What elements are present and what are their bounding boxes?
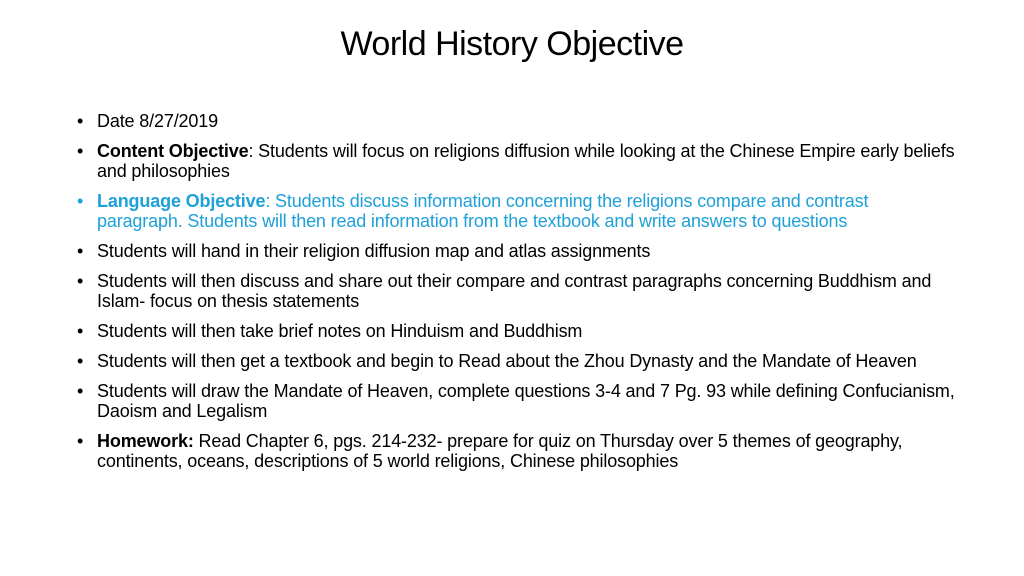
bullet-date bbox=[75, 111, 955, 131]
bullet-label: Language Objective bbox=[97, 191, 266, 211]
bullet-text: : Students will focus on religions diffusion while looking at the Chinese Empire early beliefs and philosophies bbox=[97, 141, 955, 181]
bullet-text: Date 8/27/2019 bbox=[97, 111, 218, 131]
bullet-hand-in bbox=[75, 241, 955, 261]
bullet-homework bbox=[75, 431, 955, 471]
bullet-text: Students will draw the Mandate of Heaven, complete questions 3-4 and 7 Pg. 93 while defining Confucianism, Daoism and Legalism bbox=[97, 381, 955, 421]
bullet-textbook bbox=[75, 351, 955, 371]
bullet-text: Students will hand in their religion diffusion map and atlas assignments bbox=[97, 241, 651, 261]
bullet-mandate bbox=[75, 381, 955, 421]
bullet-text: Students will then discuss and share out their compare and contrast paragraphs concerning Buddhism and Islam- focus on thesis statements bbox=[97, 271, 932, 311]
bullet-label: Homework: bbox=[97, 431, 194, 451]
bullet-text: Students will then get a textbook and begin to Read about the Zhou Dynasty and the Mandate of Heaven bbox=[97, 351, 917, 371]
slide-title: World History Objective bbox=[340, 25, 684, 63]
bullet-language-objective bbox=[75, 191, 955, 231]
bullet-label: Content Objective bbox=[97, 141, 249, 161]
objective-list bbox=[75, 111, 955, 481]
bullet-text: Read Chapter 6, pgs. 214-232- prepare for quiz on Thursday over 5 themes of geography, continents, oceans, descriptions of 5 world religions, Chinese philosophies bbox=[97, 431, 903, 471]
bullet-discuss bbox=[75, 271, 955, 311]
bullet-content-objective bbox=[75, 141, 955, 181]
bullet-text: : Students discuss information concerning the religions compare and contrast paragraph. Students will then read information from the textbook and write answers to questions bbox=[97, 191, 869, 231]
bullet-text: Students will then take brief notes on Hinduism and Buddhism bbox=[97, 321, 583, 341]
bullet-notes bbox=[75, 321, 955, 341]
